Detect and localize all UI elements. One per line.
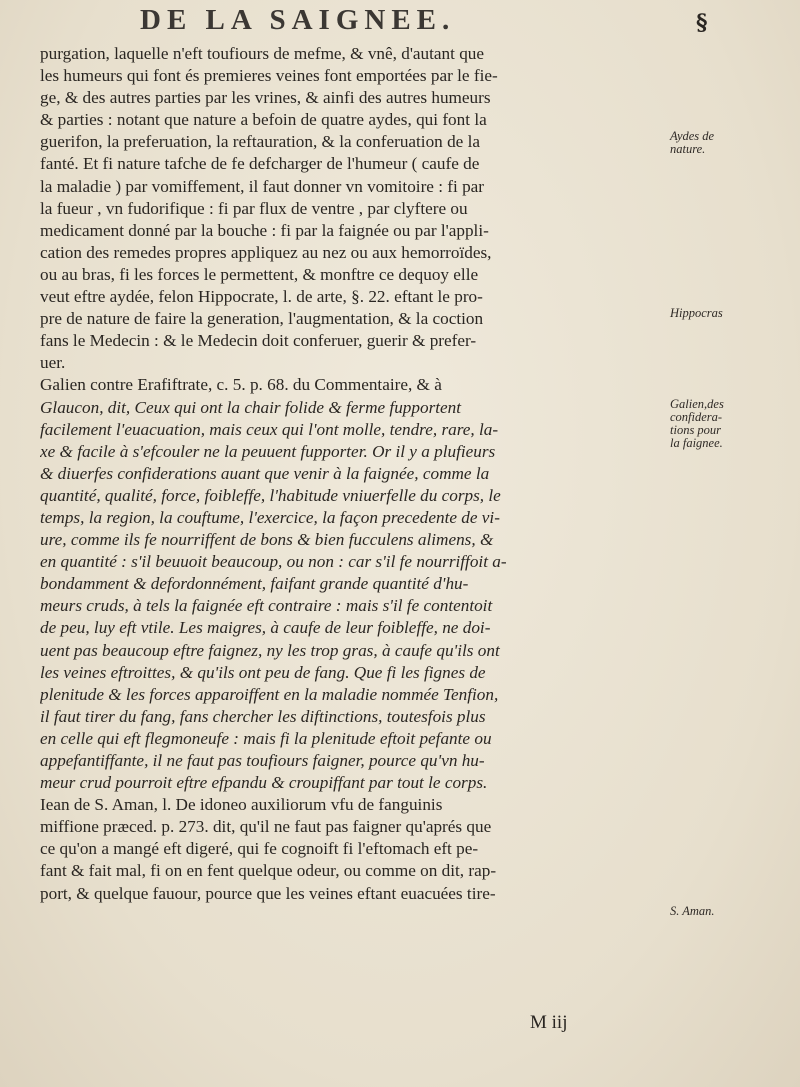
text-line: ure, comme ils fe nourriffent de bons & bien fucculens alimens, & (40, 530, 494, 550)
text-line: la fueur , vn fudorifique : fi par flux de ventre , par clyftere ou (40, 198, 468, 218)
text-line: ou au bras, fi les forces le permettent, & monftre ce dequoy elle (40, 264, 479, 284)
text-line: uent pas beaucoup eftre faignez, ny les trop gras, à caufe qu'ils ont (40, 640, 500, 660)
text-line: Glaucon, dit, Ceux qui ont la chair folide & ferme fupportent (40, 397, 462, 417)
text-line: quantité, qualité, force, foibleffe, l'habitude vniuerfelle du corps, le (40, 485, 501, 505)
margin-note-line: Hippocras (670, 306, 723, 320)
text-line: les veines eftroittes, & qu'ils ont peu de fang. Que fi les fignes de (40, 662, 486, 682)
signature-mark: § (696, 10, 708, 36)
text-body (40, 43, 668, 905)
text-line: Iean de S. Aman, l. De idoneo auxiliorum vfu de fanguinis (40, 795, 443, 815)
margin-note-line: Galien,des (670, 397, 724, 411)
text-line: ge, & des autres parties par les vrines, & ainfi des autres humeurs (40, 88, 491, 108)
text-line: la maladie ) par vomiffement, il faut donner vn vomitoire : fi par (40, 176, 485, 196)
text-line: facilement l'euacuation, mais ceux qui l'ont molle, tendre, rare, la- (40, 419, 499, 439)
text-line: plenitude & les forces apparoiffent en la maladie nommée Tenfion, (40, 684, 499, 704)
text-line: purgation, laquelle n'eft toufiours de mefme, & vnê, d'autant que (40, 44, 485, 63)
running-title: DE LA SAIGNEE. (140, 4, 456, 36)
text-line: meur crud pourroit eftre efpandu & croupiffant par tout le corps. (40, 773, 488, 793)
text-line: cation des remedes propres appliquez au nez ou aux hemorroïdes, (40, 242, 492, 262)
margin-note-line: Aydes de (670, 129, 715, 143)
margin-note-line: nature. (670, 142, 706, 156)
text-line: & diuerfes confiderations auant que venir à la faignée, comme la (40, 463, 490, 483)
text-line: il faut tirer du fang, fans chercher les diftinctions, toutesfois plus (40, 706, 486, 726)
margin-note (670, 130, 796, 156)
text-line: pre de nature de faire la generation, l'augmentation, & la coction (40, 309, 484, 329)
catchword: M iij (530, 1012, 568, 1033)
text-line: ce qu'on a mangé eft digeré, qui fe cognoift fi l'eftomach eft pe- (40, 839, 479, 859)
text-line: fanté. Et fi nature tafche de fe defcharger de l'humeur ( caufe de (40, 154, 480, 174)
text-line: miffione præced. p. 273. dit, qu'il ne faut pas faigner qu'aprés que (40, 817, 492, 837)
margin-note (670, 398, 796, 450)
text-line: en celle qui eft flegmoneufe : mais fi la plenitude eftoit pefante ou (40, 728, 492, 748)
margin-note (670, 307, 796, 320)
running-head (0, 4, 800, 40)
text-line: medicament donné par la bouche : fi par la faignée ou par l'appli- (40, 220, 489, 240)
text-line: en quantité : s'il beuuoit beaucoup, ou non : car s'il fe nourriffoit a- (40, 552, 507, 572)
text-line: guerifon, la preferuation, la reftauration, & la conferuation de la (40, 132, 480, 152)
margin-note-line: S. Aman. (670, 904, 715, 918)
text-line: appefantiffante, il ne faut pas toufiours faigner, pource qu'vn hu- (40, 751, 485, 770)
text-line: bondamment & defordonnément, faifant grande quantité d'hu- (40, 574, 469, 594)
text-line: fant & fait mal, fi on en fent quelque odeur, ou comme on dit, rap- (40, 861, 497, 881)
text-line: port, & quelque fauour, pource que les veines eftant euacuées tire- (40, 883, 496, 903)
text-line: Galien contre Erafiftrate, c. 5. p. 68. du Commentaire, & à (40, 375, 442, 395)
margin-note-line: tions pour (670, 423, 722, 437)
margin-note (670, 905, 796, 918)
text-line: veut eftre aydée, felon Hippocrate, l. de arte, §. 22. eftant le pro- (40, 287, 483, 307)
text-line: meurs cruds, à tels la faignée eft contraire : mais s'il fe contentoit (40, 596, 493, 616)
text-line: uer. (40, 353, 66, 373)
text-line: temps, la region, la couftume, l'exercice, la façon precedente de vi- (40, 507, 500, 527)
text-line: de peu, luy eft vtile. Les maigres, à caufe de leur foibleffe, ne doi- (40, 618, 491, 638)
text-line: xe & facile à s'efcouler ne la peuuent fupporter. Or il y a plufieurs (40, 441, 496, 461)
text-line: & parties : notant que nature a befoin de quatre aydes, qui font la (40, 110, 487, 130)
margin-note-line: la faignee. (670, 436, 723, 450)
text-line: les humeurs qui font és premieres veines font emportées par le fie- (40, 66, 498, 86)
text-line: fans le Medecin : & le Medecin doit conferuer, guerir & prefer- (40, 331, 477, 351)
margin-note-line: confidera- (670, 410, 723, 424)
